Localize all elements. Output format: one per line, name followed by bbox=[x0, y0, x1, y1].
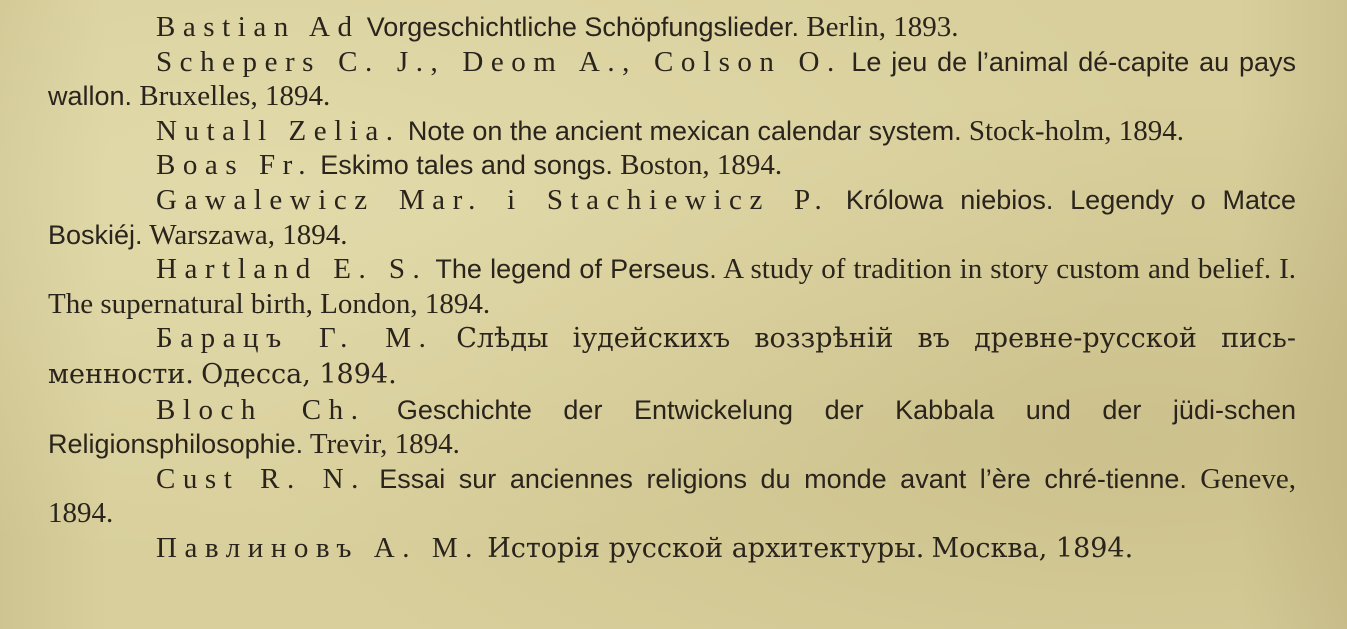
entry-author: Павлиновъ А. М. bbox=[156, 531, 480, 564]
entry-publication: Bruxelles, 1894. bbox=[139, 80, 331, 113]
bibliography-entry bbox=[48, 148, 1296, 183]
bibliography-entry bbox=[48, 252, 1296, 321]
entry-title: Исторія русской архитектуры. bbox=[487, 532, 925, 564]
bibliography-entry bbox=[48, 531, 1296, 567]
bibliography-entry bbox=[48, 462, 1296, 531]
entry-author: Hartland E. S. bbox=[156, 253, 428, 286]
entry-publication: Одесса, 1894. bbox=[201, 358, 397, 390]
entry-publication: Trevir, 1894. bbox=[309, 428, 460, 461]
bibliography-entry bbox=[48, 321, 1296, 392]
entry-title: Eskimo tales and songs. bbox=[320, 150, 613, 181]
entry-author: Bloch Ch. bbox=[156, 393, 366, 426]
entry-title: Note on the ancient mexican calendar system. bbox=[407, 115, 962, 146]
entry-publication: Berlin, 1893. bbox=[806, 11, 959, 43]
entry-publication: Boston, 1894. bbox=[620, 149, 783, 182]
entry-title: Слѣды іудейскихъ воззрѣній въ древне-русской пись-менности. bbox=[48, 323, 1297, 390]
entry-title: Essai sur anciennes religions du monde avant l’ère chré-tienne. bbox=[379, 463, 1187, 494]
entry-title: Le jeu de l’animal dé-capite au pays wallon. bbox=[48, 46, 1296, 112]
entry-title: Geschichte der Entwickelung der Kabbala und der jüdi-schen Religionsphilosophie. bbox=[48, 394, 1296, 460]
bibliography-entry bbox=[48, 114, 1296, 149]
bibliography-entry bbox=[48, 45, 1296, 114]
entry-publication: Geneve, 1894. bbox=[48, 462, 1296, 530]
bibliography-entry bbox=[48, 393, 1296, 462]
entry-title: Vorgeschichtliche Schöpfungslieder. bbox=[366, 12, 800, 42]
entry-publication: Москва, 1894. bbox=[931, 532, 1134, 564]
entry-title: The legend of Perseus. bbox=[435, 254, 717, 285]
entry-publication: Warszawa, 1894. bbox=[149, 218, 348, 251]
entry-author: Барацъ Г. М. bbox=[156, 322, 434, 355]
entry-publication: Stock-holm, 1894. bbox=[968, 114, 1184, 147]
entry-author: Gawalewicz Mar. i Stachiewicz P. bbox=[156, 183, 830, 216]
entry-author: Boas Fr. bbox=[156, 149, 314, 182]
entry-publication: A study of tradition in story custom and belief. I. The supernatural birth, London, 1894. bbox=[48, 253, 1296, 320]
entry-author: Schepers C. J., Deom A., Colson O. bbox=[156, 45, 842, 78]
entry-author: Bastian Ad bbox=[156, 11, 360, 43]
bibliography-list bbox=[48, 10, 1296, 567]
bibliography-entry bbox=[48, 183, 1296, 252]
entry-author: Nutall Zelia. bbox=[156, 114, 401, 147]
entry-title: Królowa niebios. Legendy o Matce Boskiéj. bbox=[48, 184, 1296, 250]
entry-author: Cust R. N. bbox=[156, 462, 366, 495]
bibliography-entry bbox=[48, 10, 1296, 45]
